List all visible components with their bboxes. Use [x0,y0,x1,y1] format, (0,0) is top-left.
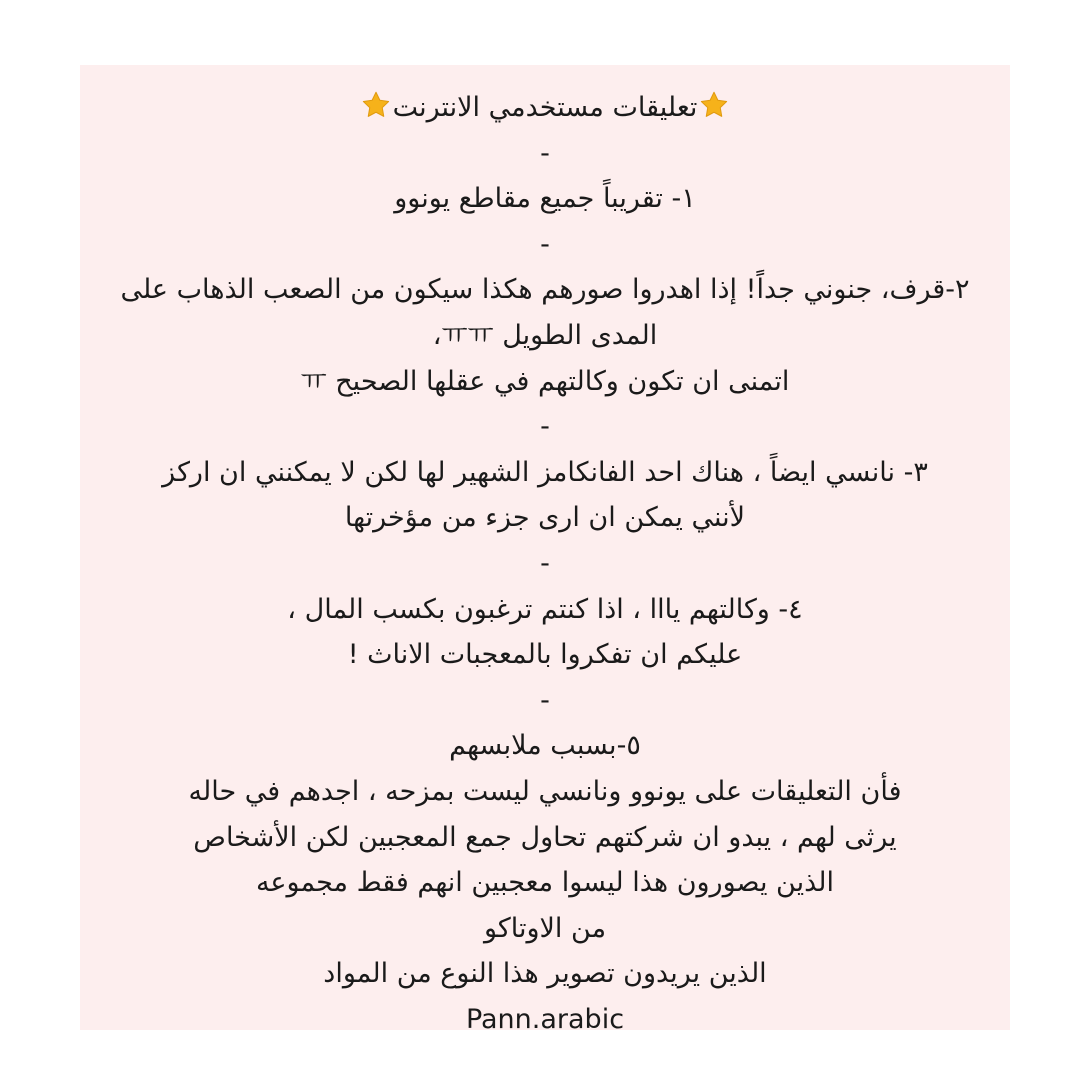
comment-2-line-2: المدى الطويل ㅠㅠ، [432,319,658,351]
comment-5-line-4: الذين يصورون هذا ليسوا معجبين انهم فقط مجموعه [255,867,835,899]
separator: - [540,684,550,716]
comment-3-line-1: ٣- نانسي ايضاً ، هناك احد الفانكامز الشهير لها لكن لا يمكنني ان اركز [162,456,928,488]
separator: - [540,547,550,579]
signature: Pann.arabic [465,1003,625,1035]
post-title [80,85,1010,131]
separator: - [540,137,550,169]
comment-5-line-3: يرثى لهم ، يبدو ان شركتهم تحاول جمع المعجبين لكن الأشخاص [193,821,897,853]
comment-4-line-2: عليكم ان تفكروا بالمعجبات الاناث ! [347,639,743,671]
comment-3-line-2: لأنني يمكن ان ارى جزء من مؤخرتها [344,502,746,534]
comment-2-line-1: ٢-قرف، جنوني جداًً! إذا اهدروا صورهم هكذا سيكون من الصعب الذهاب على [120,274,970,306]
separator: - [540,228,550,260]
star-icon [361,90,391,120]
comment-4-line-1: ٤- وكالتهم يااا ، اذا كنتم ترغبون بكسب المال ، [287,593,803,625]
post-body [80,85,1010,1042]
comment-5-line-1: ٥-بسبب ملابسهم [449,730,641,762]
comment-5-line-5: من الاوتاكو [483,912,607,944]
star-icon [699,90,729,120]
separator: - [540,411,550,443]
comment-5-line-2: فأن التعليقات على يونوو ونانسي ليست بمزحه ، اجدهم في حاله [188,775,902,807]
post-card [80,65,1010,1035]
comment-5-line-6: الذين يريدون تصوير هذا النوع من المواد [323,958,767,990]
comment-1-line-1: ١- تقريباً جميع مقاطع يونوو [394,183,696,215]
post-title-text: تعليقات مستخدمي الانترنت [392,92,698,123]
comment-2-line-3: اتمنى ان تكون وكالتهم في عقلها الصحيح ㅠ [300,365,790,397]
